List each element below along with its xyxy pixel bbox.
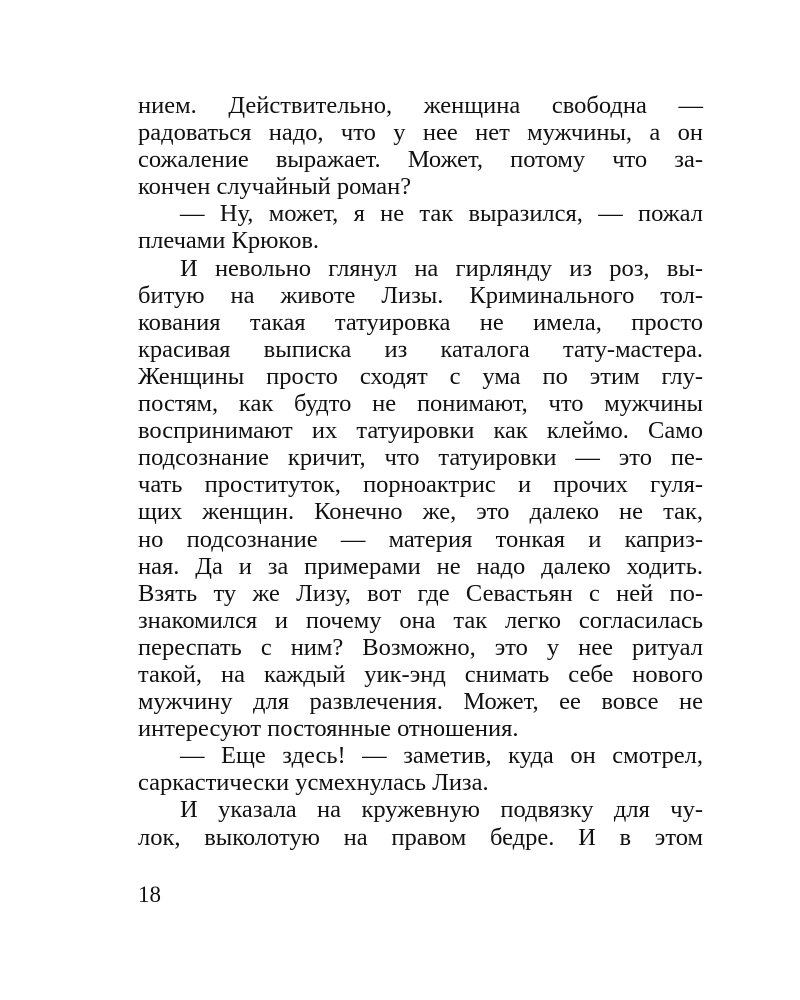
text-line: лок, выколотую на правом бедре. И в этом: [138, 823, 703, 851]
text-line: радоваться надо, что у нее нет мужчины, а он: [138, 119, 703, 147]
text-line: кования такая татуировка не имела, просто: [138, 308, 703, 336]
text-line: воспринимают их татуировки как клеймо. Само: [138, 417, 703, 445]
text-line: но подсознание — материя тонкая и каприз-: [138, 525, 703, 553]
text-line: красивая выписка из каталога тату-мастера.: [138, 335, 703, 363]
text-line: кончен случайный роман?: [138, 173, 412, 201]
text-line: саркастически усмехнулась Лиза.: [138, 769, 489, 797]
text-line: битую на животе Лизы. Криминального тол-: [138, 281, 703, 309]
text-line: — Ну, может, я не так выразился, — пожал: [180, 200, 703, 228]
body-text: [138, 92, 703, 851]
text-line: подсознание кричит, что татуировки — это пе-: [138, 444, 703, 472]
text-line: такой, на каждый уик-энд снимать себе нового: [138, 660, 703, 688]
text-line: сожаление выражает. Может, потому что за-: [138, 146, 703, 174]
text-line: плечами Крюков.: [138, 227, 320, 255]
text-line: — Еще здесь! — заметив, куда он смотрел,: [180, 742, 703, 770]
text-line: ная. Да и за примерами не надо далеко ходить.: [138, 552, 703, 580]
text-line: чать проституток, порноактрис и прочих гуля-: [138, 471, 703, 499]
text-line: Женщины просто сходят с ума по этим глу-: [138, 362, 703, 390]
text-line: И указала на кружевную подвязку для чу-: [180, 796, 703, 824]
text-line: И невольно глянул на гирлянду из роз, вы-: [180, 254, 703, 282]
text-line: интересуют постоянные отношения.: [138, 715, 519, 743]
text-line: мужчину для развлечения. Может, ее вовсе не: [138, 688, 703, 716]
text-line: знакомился и почему она так легко согласилась: [138, 606, 703, 634]
text-line: Взять ту же Лизу, вот где Севастьян с ней по-: [138, 579, 703, 607]
text-line: постям, как будто не понимают, что мужчины: [138, 390, 703, 418]
page-number: 18: [138, 882, 161, 907]
text-line: нием. Действительно, женщина свободна —: [138, 92, 703, 119]
text-line: щих женщин. Конечно же, это далеко не так,: [138, 498, 703, 526]
text-line: переспать с ним? Возможно, это у нее ритуал: [138, 633, 703, 661]
